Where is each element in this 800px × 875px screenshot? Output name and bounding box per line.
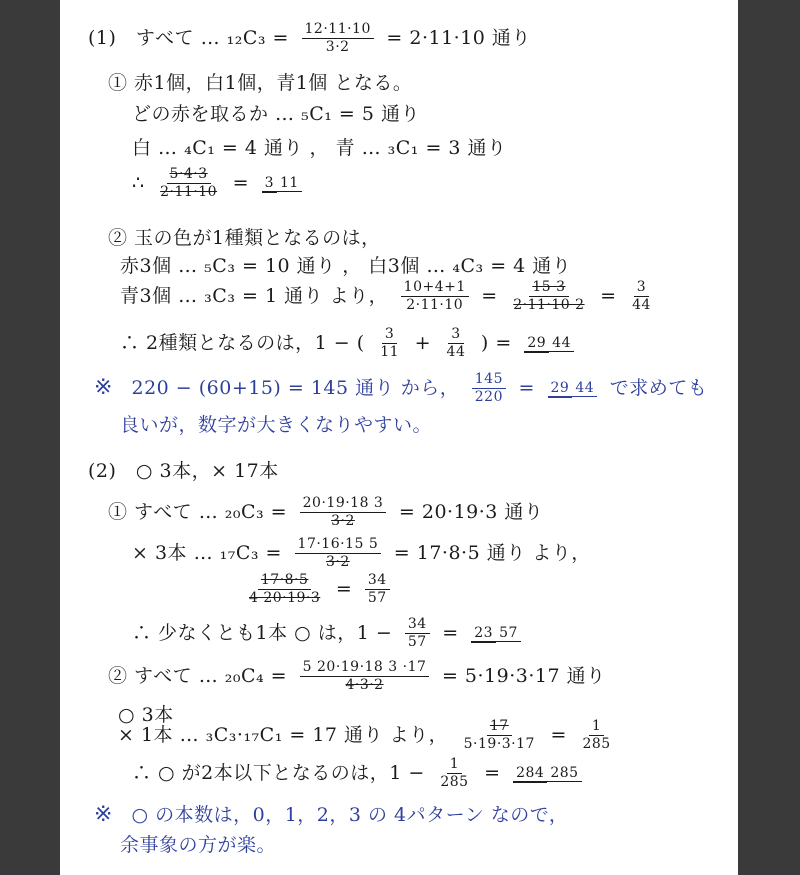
note-mark: ※ [94, 802, 113, 827]
denominator: 44 [575, 379, 595, 396]
answer-fraction [262, 176, 302, 192]
numerator: 145 [472, 372, 506, 389]
note-line-2: 良いが，数字が大きくなりやすい。 [120, 414, 433, 436]
equals: = [600, 284, 617, 307]
fraction [405, 617, 430, 651]
line-2: ① 赤1個，白1個，青1個 となる。 [108, 72, 413, 94]
fraction [302, 22, 374, 56]
numerator: 284 [513, 765, 547, 783]
line-13 [240, 573, 396, 607]
text: ∴ 2種類となるのは，1 − ( [120, 331, 365, 354]
plus: + [414, 331, 431, 354]
numerator: 23 [471, 625, 496, 643]
note-line-3 [94, 800, 568, 827]
fraction [377, 327, 402, 361]
denominator: 44 [446, 344, 466, 361]
notebook-page [60, 0, 738, 875]
denominator: 57 [407, 634, 427, 651]
numerator: 5·4·3 [167, 167, 211, 184]
text: 青3個 … ₃C₃ = 1 通り より， [120, 284, 389, 307]
denominator: 2·11·10 [406, 297, 464, 314]
numerator: 10+4+1 [401, 280, 469, 297]
fraction [437, 757, 471, 791]
fraction [629, 280, 654, 314]
denominator: 3·2 [326, 554, 350, 571]
text: × 1本 … ₃C₃·₁₇C₁ = 17 通り より， [118, 723, 449, 746]
equals: = [442, 621, 459, 644]
line-15 [108, 660, 606, 694]
fraction [579, 719, 613, 753]
numerator: 34 [365, 573, 390, 590]
text: = 20·19·3 通り [398, 500, 544, 523]
answer-fraction [513, 766, 581, 782]
text: (1) すべて … ₁₂C₃ = [88, 26, 289, 49]
fraction [444, 327, 469, 361]
therefore: ∴ [132, 171, 145, 194]
numerator: 1 [447, 757, 462, 774]
fraction [300, 496, 387, 530]
numerator: 5 20·19·18 3 ·17 [300, 660, 430, 677]
line-14 [132, 617, 527, 651]
note-line-1 [94, 372, 707, 406]
text: ① すべて … ₂₀C₃ = [108, 500, 288, 523]
fraction [461, 719, 538, 753]
equals: = [518, 376, 535, 399]
denominator: 4 20·19·3 [249, 590, 321, 607]
numerator: 29 [548, 380, 573, 398]
line-16: ○ 3本 [118, 704, 174, 726]
denominator: 44 [632, 297, 651, 314]
text: = 5·19·3·17 通り [441, 664, 606, 687]
denominator: 11 [380, 344, 400, 361]
equals: = [335, 577, 353, 600]
numerator: 29 [524, 335, 549, 353]
denominator: 3·2 [331, 513, 355, 530]
line-11 [108, 496, 543, 530]
denominator: 5·19·3·17 [463, 736, 535, 753]
equals: = [484, 761, 501, 784]
denominator: 57 [499, 624, 518, 641]
numerator: 17·8·5 [258, 573, 312, 590]
denominator: 4·3·2 [345, 677, 384, 694]
line-7: 赤3個 … ₅C₃ = 10 通り ， 白3個 … ₄C₃ = 4 通り [120, 255, 572, 277]
numerator: 3 [448, 327, 463, 344]
numerator: 3 [382, 327, 397, 344]
equals: = [232, 171, 250, 194]
text: = 17·8·5 通り より， [393, 541, 591, 564]
answer-fraction [471, 626, 521, 642]
equals: = [481, 284, 498, 307]
fraction [401, 280, 469, 314]
line-5 [132, 167, 308, 201]
numerator: 15 3 [529, 280, 568, 297]
equals: = [550, 723, 567, 746]
answer-fraction [548, 381, 598, 397]
fraction [510, 280, 587, 314]
text: ② すべて … ₂₀C₄ = [108, 664, 288, 687]
text: = 2·11·10 通り [386, 26, 531, 49]
line-1 [88, 22, 531, 56]
line-12 [132, 537, 591, 571]
note-line-4: 余事象の方が楽。 [120, 834, 277, 856]
text: 220 − (60+15) = 145 通り から， [131, 376, 460, 399]
denominator: 57 [367, 590, 387, 607]
text: ) = [480, 331, 512, 354]
fraction [472, 372, 506, 406]
fraction [246, 573, 323, 607]
line-9 [120, 327, 580, 361]
denominator: 11 [280, 174, 299, 191]
line-17 [118, 719, 620, 753]
numerator: 20·19·18 3 [300, 496, 387, 513]
numerator: 17 [487, 719, 512, 736]
line-8 [120, 280, 660, 314]
text: で求めても [609, 376, 708, 399]
text: ∴ ○ が2本以下となるのは，1 − [132, 761, 425, 784]
line-4: 白 … ₄C₁ = 4 通り ， 青 … ₃C₁ = 3 通り [132, 137, 507, 159]
denominator: 220 [474, 389, 503, 406]
line-10: (2) ○ 3本，× 17本 [88, 460, 279, 482]
denominator: 285 [582, 736, 611, 753]
fraction [295, 537, 382, 571]
line-6: ② 玉の色が1種類となるのは， [108, 227, 381, 249]
text: ∴ 少なくとも1本 ○ は，1 − [132, 621, 393, 644]
denominator: 3·2 [325, 39, 350, 56]
line-18 [132, 757, 588, 791]
numerator: 3 [262, 175, 277, 193]
numerator: 12·11·10 [302, 22, 374, 39]
denominator: 44 [552, 334, 571, 351]
numerator: 3 [634, 280, 649, 297]
denominator: 285 [550, 764, 579, 781]
text: × 3本 … ₁₇C₃ = [132, 541, 282, 564]
answer-fraction [524, 336, 574, 352]
text: ○ の本数は，0，1，2，3 の 4パターン なので， [131, 804, 569, 826]
fraction [157, 167, 220, 201]
line-3: どの赤を取るか … ₅C₁ = 5 通り [132, 103, 420, 125]
numerator: 1 [589, 719, 604, 736]
fraction [300, 660, 430, 694]
note-mark: ※ [94, 374, 113, 400]
denominator: 2·11·10 2 [513, 297, 585, 314]
fraction [365, 573, 390, 607]
denominator: 285 [440, 774, 469, 791]
numerator: 17·16·15 5 [295, 537, 382, 554]
numerator: 34 [405, 617, 430, 634]
denominator: 2·11·10 [160, 184, 218, 201]
